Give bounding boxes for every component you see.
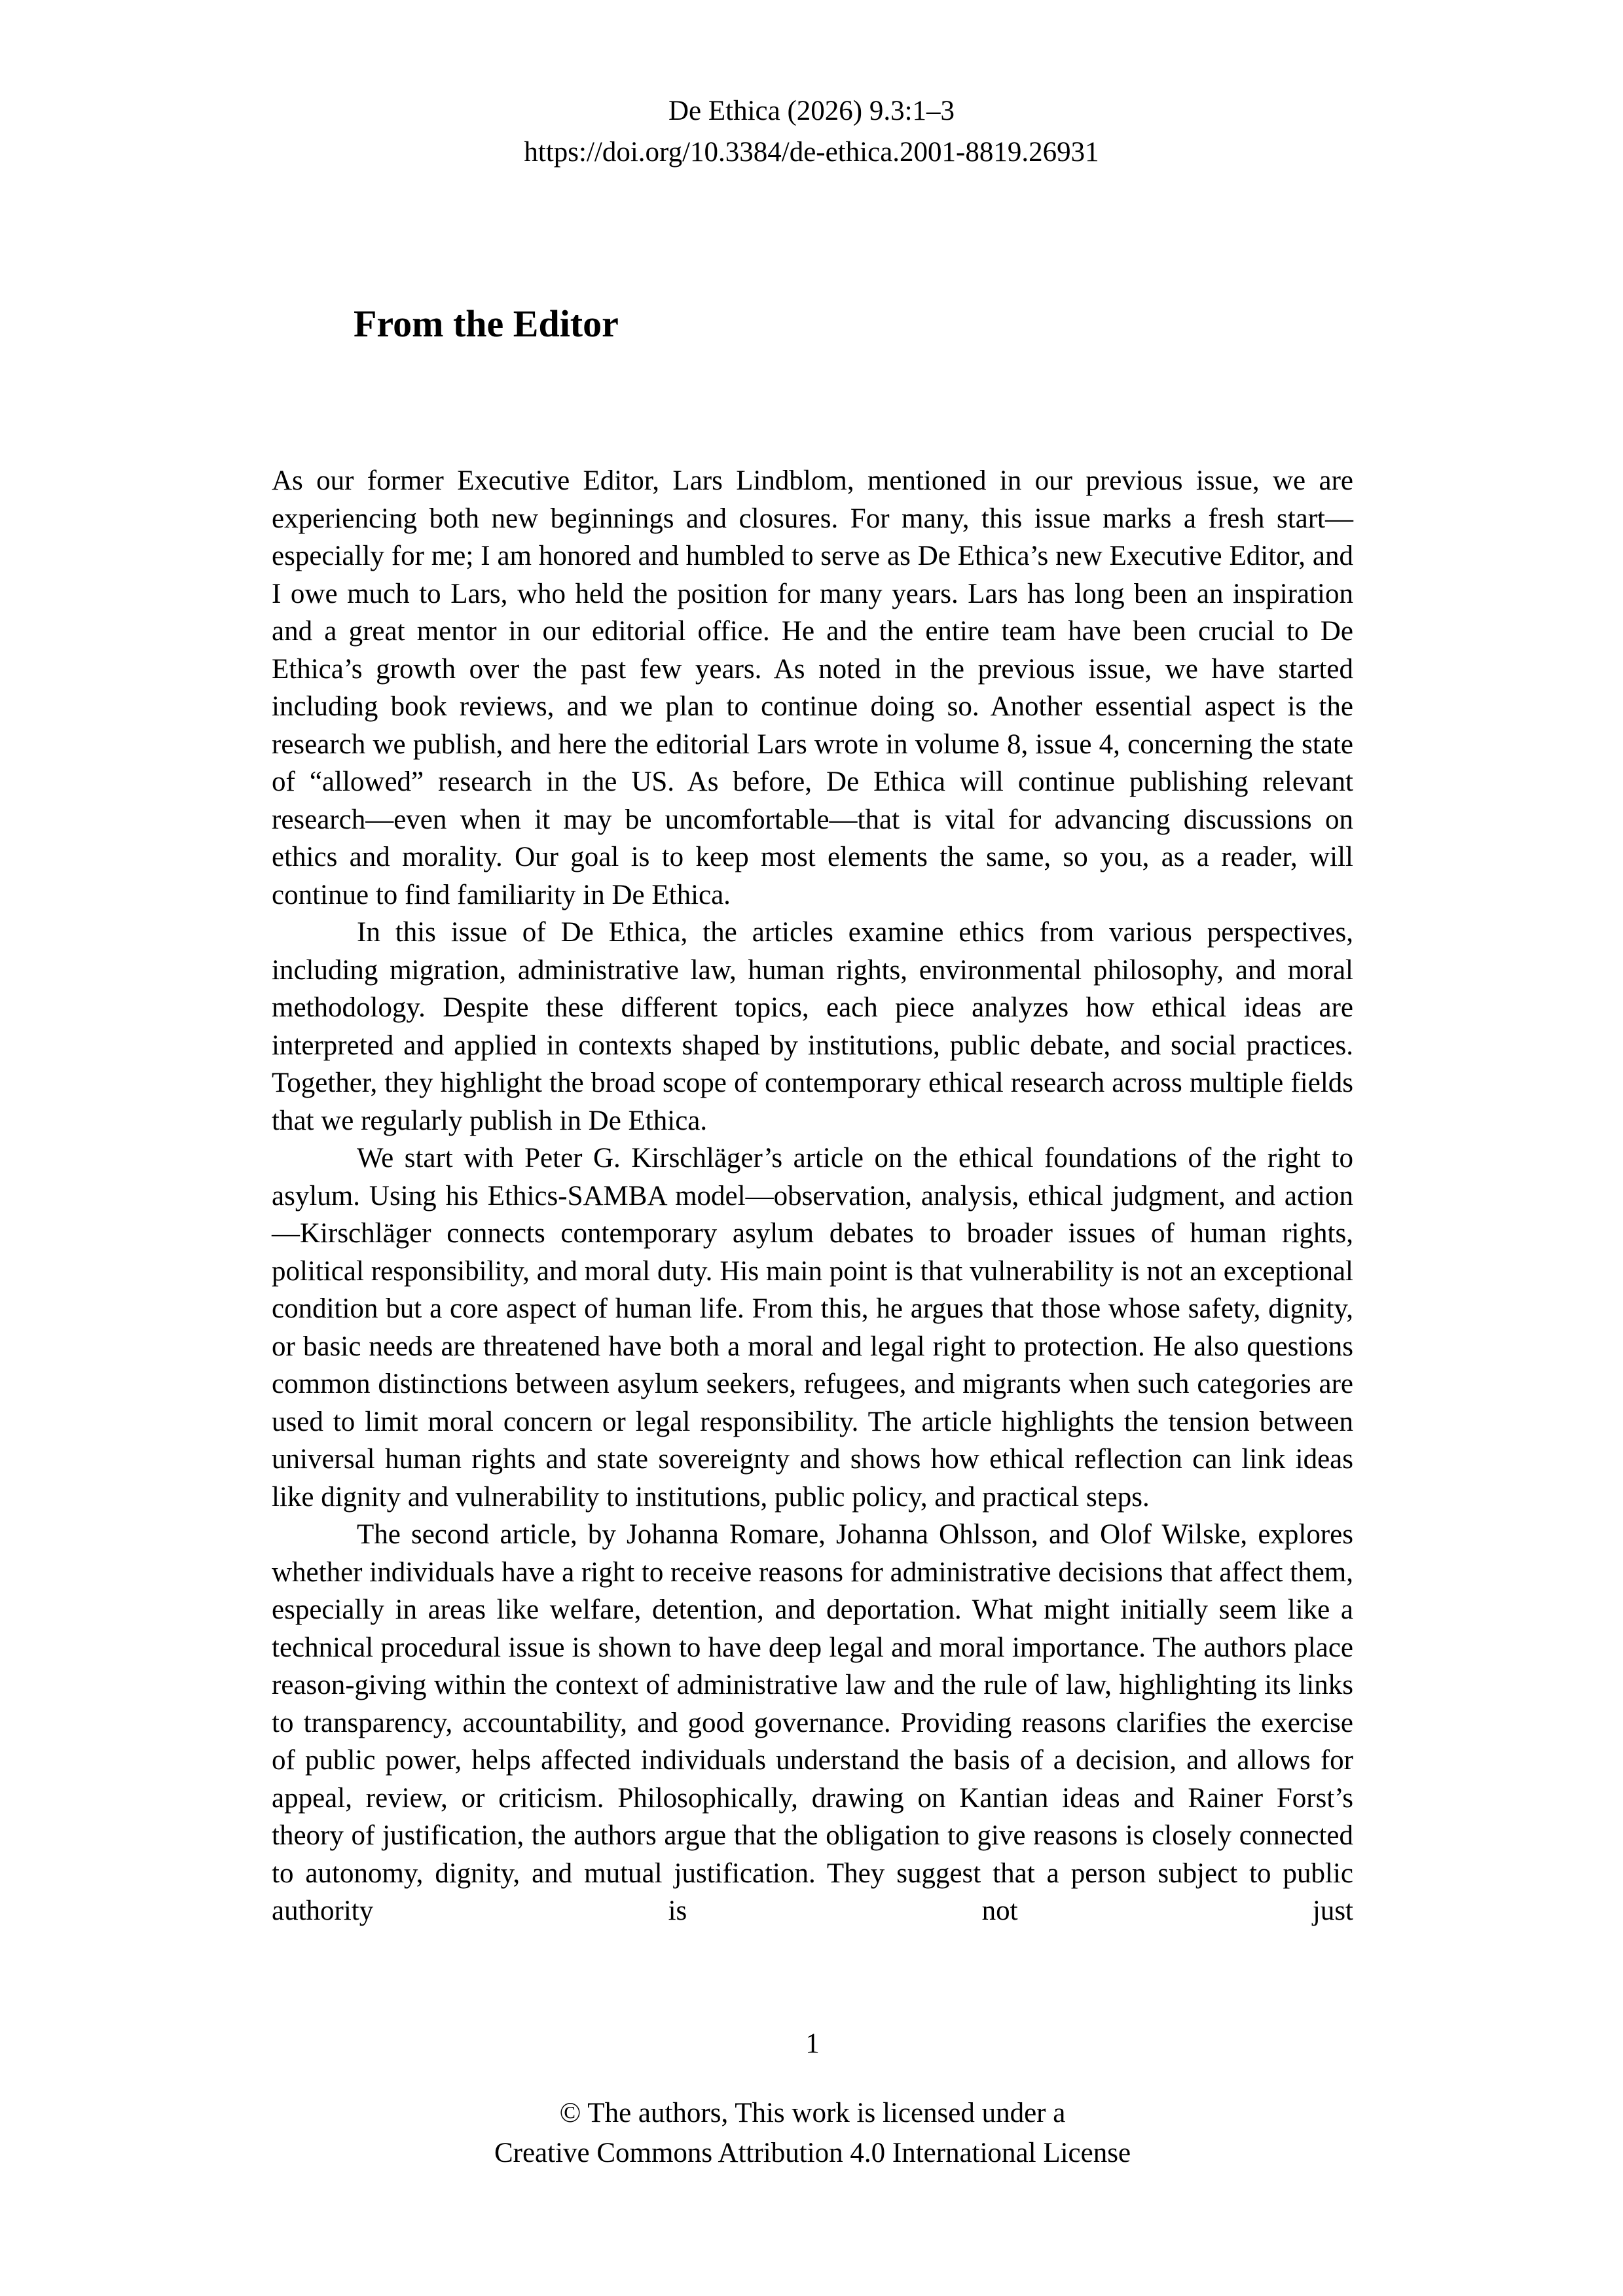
article-title: From the Editor [354,302,619,345]
license-line-1: © The authors, This work is licensed under a [559,2098,1066,2128]
article-body [272,462,1353,1930]
paragraph-1: As our former Executive Editor, Lars Lindblom, mentioned in our previous issue, we are experiencing both new beginnings and closures. For many, this issue marks a fresh start—especially for me; I am honored and humbled to serve as De Ethica’s new Executive Editor, and I owe much to Lars, who held the position for many years. Lars has long been an inspiration and a great mentor in our editorial office. He and the entire team have been crucial to De Ethica’s growth over the past few years. As noted in the previous issue, we have started including book reviews, and we plan to continue doing so. Another essential aspect is the research we publish, and here the editorial Lars wrote in volume 8, issue 4, concerning the state of “allowed” research in the US. As before, De Ethica will continue publishing relevant research—even when it may be uncomfortable—that is vital for advancing discussions on ethics and morality. Our goal is to keep most elements the same, so you, as a reader, will continue to find familiarity in De Ethica. [272,465,1353,910]
license-footer [272,2093,1353,2173]
paragraph-2: In this issue of De Ethica, the articles examine ethics from various perspectives, including migration, administrative law, human rights, environmental philosophy, and moral methodology. Despite these different topics, each piece analyzes how ethical ideas are interpreted and applied in contexts shaped by institutions, public debate, and social practices. Together, they highlight the broad scope of contemporary ethical research across multiple fields that we regularly publish in De Ethica. [272,917,1353,1136]
journal-citation: De Ethica (2026) 9.3:1–3 [668,96,955,126]
page-number: 1 [805,2028,820,2059]
license-line-2: Creative Commons Attribution 4.0 International License [494,2138,1131,2168]
paragraph-4: The second article, by Johanna Romare, Johanna Ohlsson, and Olof Wilske, explores whether individuals have a right to receive reasons for administrative decisions that affect them, especially in areas like welfare, detention, and deportation. What might initially seem like a technical procedural issue is shown to have deep legal and moral importance. The authors place reason-giving within the context of administrative law and the rule of law, highlighting its links to transparency, accountability, and good governance. Providing reasons clarifies the exercise of public power, helps affected individuals understand the basis of a decision, and allows for appeal, review, or criticism. Philosophically, drawing on Kantian ideas and Rainer Forst’s theory of justification, the authors argue that the obligation to give reasons is closely connected to autonomy, dignity, and mutual justification. They suggest that a person subject to public authority is not just [272,1519,1353,1926]
paragraph-3: We start with Peter G. Kirschläger’s article on the ethical foundations of the right to asylum. Using his Ethics-SAMBA model—observation, analysis, ethical judgment, and action—Kirschläger connects contemporary asylum debates to broader issues of human rights, political responsibility, and moral duty. His main point is that vulnerability is not an exceptional condition but a core aspect of human life. From this, he argues that those whose safety, dignity, or basic needs are threatened have both a moral and legal right to protection. He also questions common distinctions between asylum seekers, refugees, and migrants when such categories are used to limit moral concern or legal responsibility. The article highlights the tension between universal human rights and state sovereignty and shows how ethical reflection can link ideas like dignity and vulnerability to institutions, public policy, and practical steps. [272,1143,1353,1513]
doi-line: https://doi.org/10.3384/de-ethica.2001-8819.26931 [524,137,1099,168]
page-header [0,90,1623,173]
